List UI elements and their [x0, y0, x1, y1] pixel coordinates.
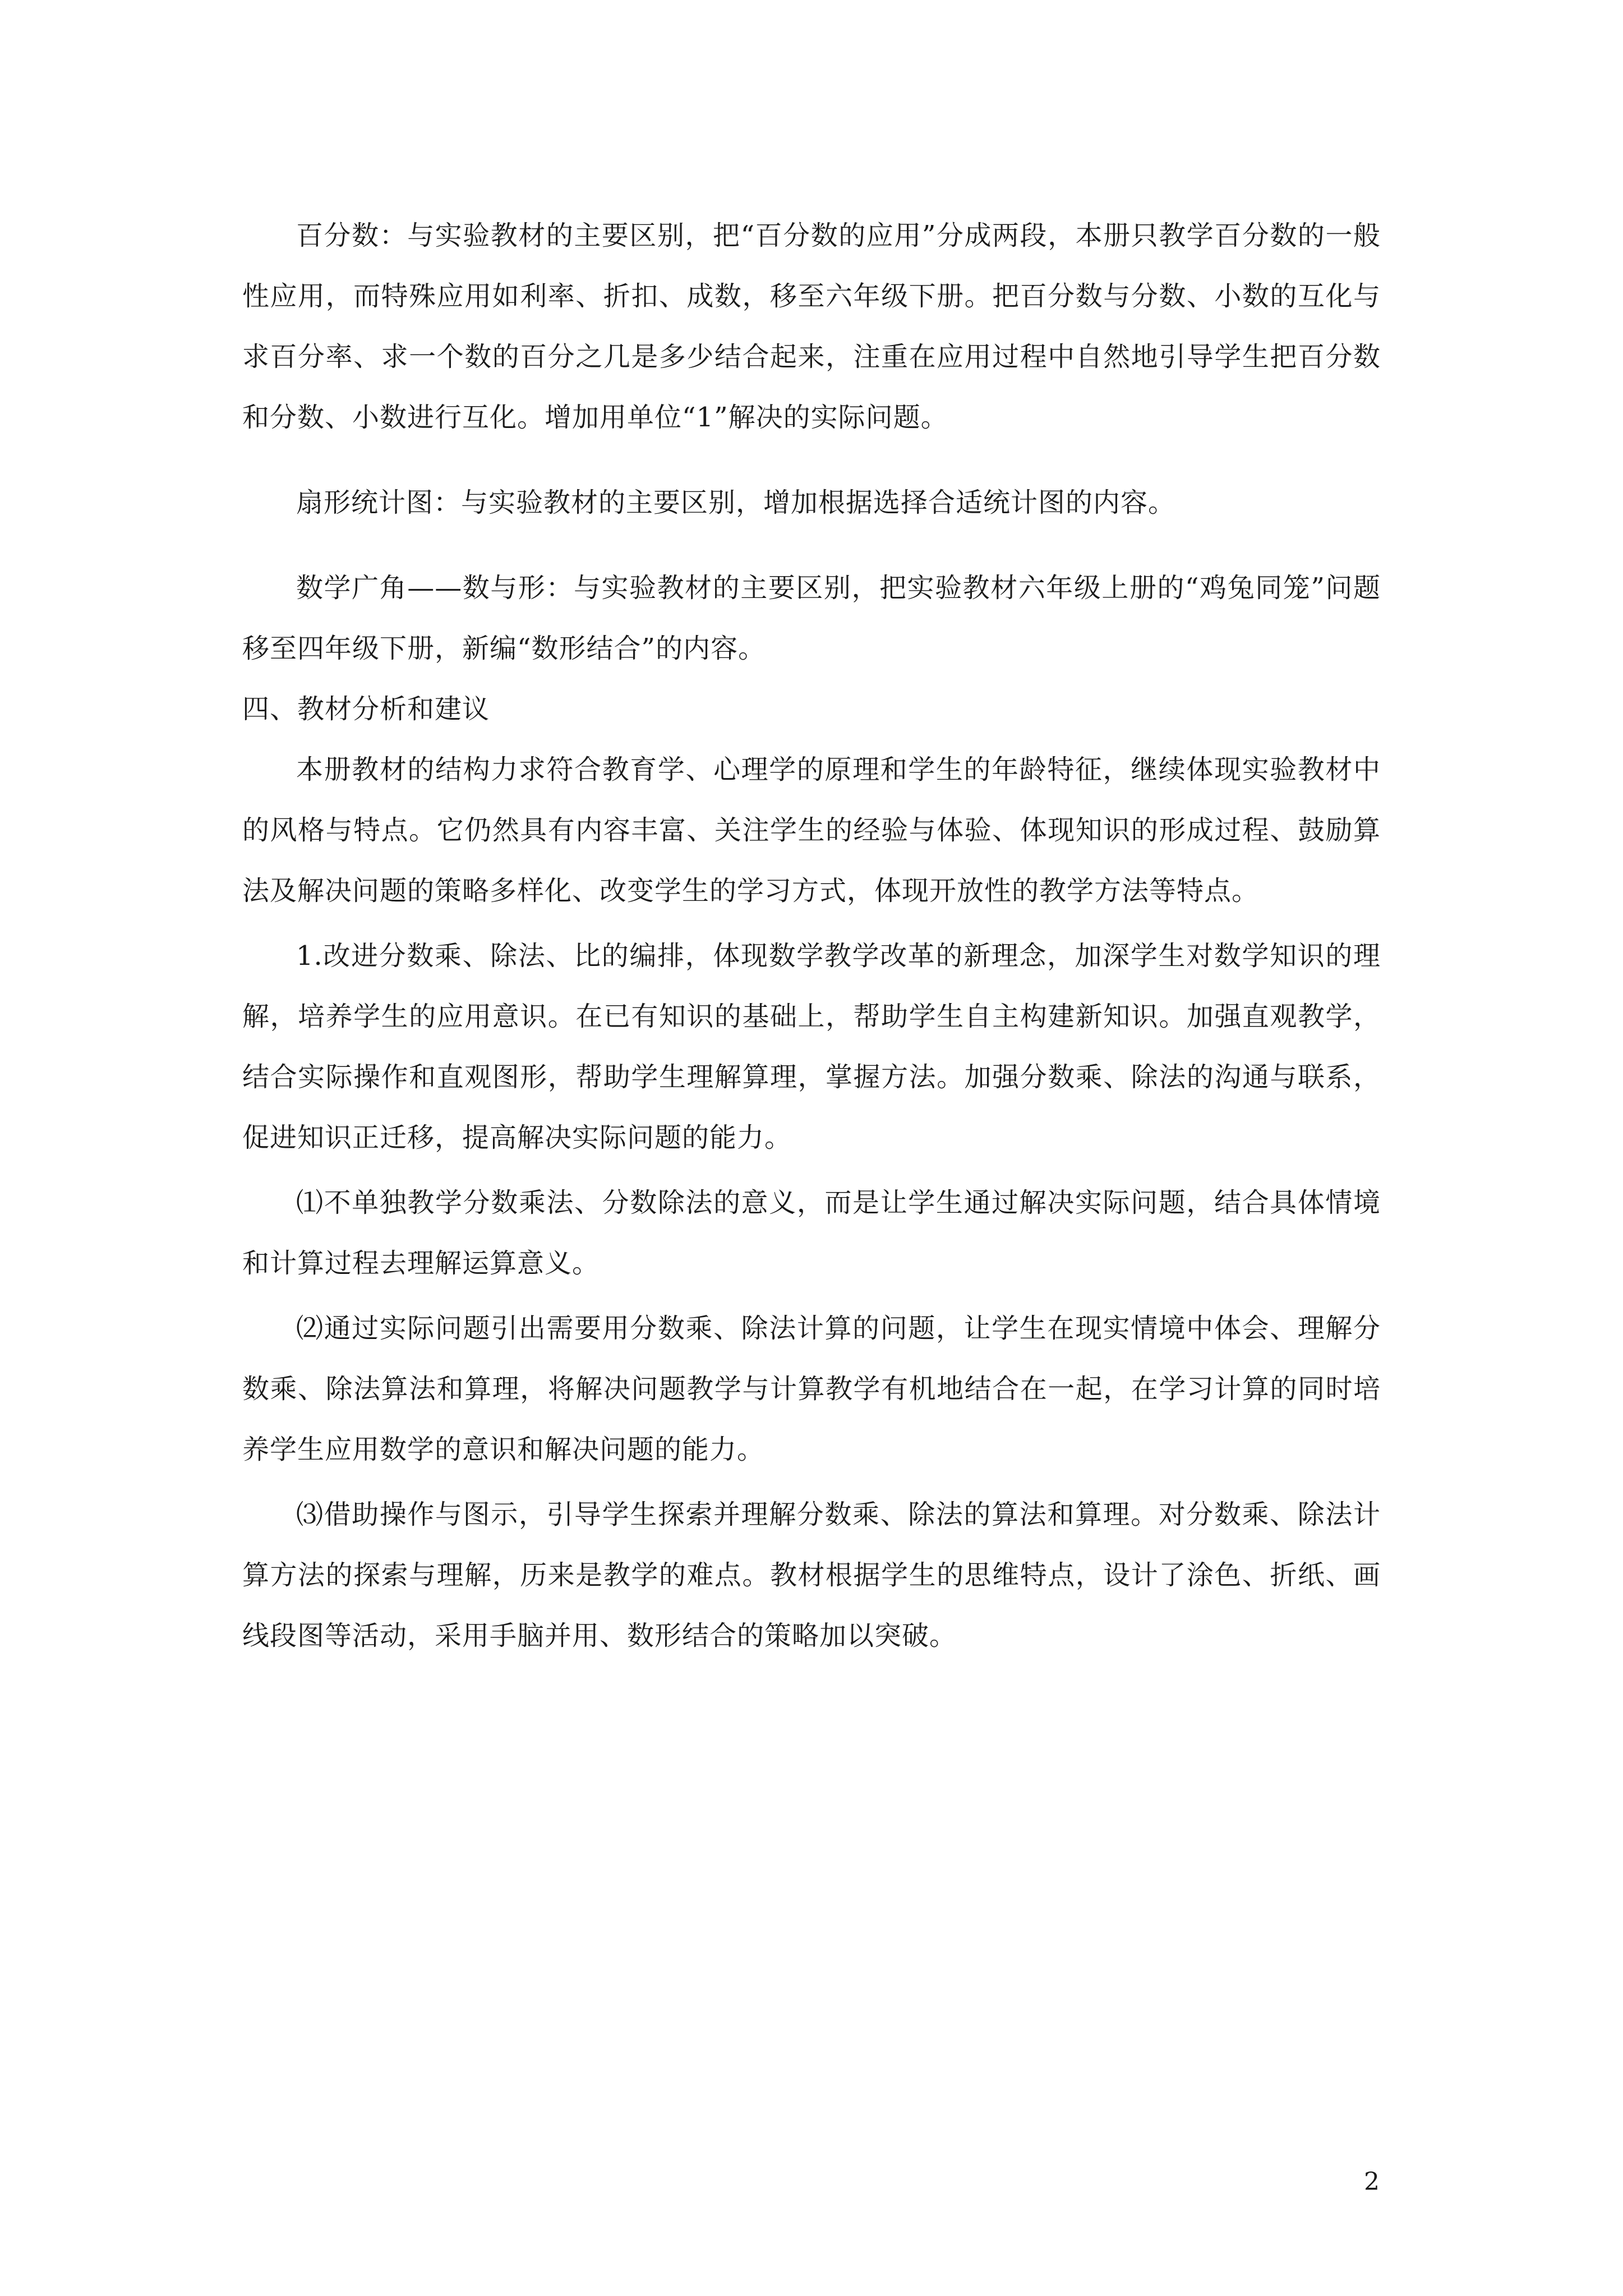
page-number: 2	[1364, 2168, 1380, 2196]
paragraph-point-1-1: ⑴不单独教学分数乘法、分数除法的意义，而是让学生通过解决实际问题，结合具体情境和计算过程去理解运算意义。	[242, 1187, 1381, 1279]
paragraph-point-1-2: ⑵通过实际问题引出需要用分数乘、除法计算的问题，让学生在现实情境中体会、理解分数乘、除法算法和算理，将解决问题教学与计算教学有机地结合在一起，在学习计算的同时培养学生应用数学的意识和解决问题的能力。	[242, 1313, 1381, 1465]
paragraph-point-1-3: ⑶借助操作与图示，引导学生探索并理解分数乘、除法的算法和算理。对分数乘、除法计算方法的探索与理解，历来是教学的难点。教材根据学生的思维特点，设计了涂色、折纸、画线段图等活动，采用手脑并用、数形结合的策略加以突破。	[242, 1499, 1381, 1651]
paragraph-math-corner: 数学广角——数与形：与实验教材的主要区别，把实验教材六年级上册的“鸡兔同笼”问题移至四年级下册，新编“数形结合”的内容。	[242, 572, 1381, 664]
section-heading: 四、教材分析和建议	[242, 693, 490, 725]
paragraph-point-1: 1.改进分数乘、除法、比的编排，体现数学教学改革的新理念，加深学生对数学知识的理解，培养学生的应用意识。在已有知识的基础上，帮助学生自主构建新知识。加强直观教学，结合实际操作和直观图形，帮助学生理解算理，掌握方法。加强分数乘、除法的沟通与联系，促进知识正迁移，提高解决实际问题的能力。	[242, 940, 1381, 1153]
paragraph-percent: 百分数：与实验教材的主要区别，把“百分数的应用”分成两段，本册只教学百分数的一般性应用，而特殊应用如利率、折扣、成数，移至六年级下册。把百分数与分数、小数的互化与求百分率、求一个数的百分之几是多少结合起来，注重在应用过程中自然地引导学生把百分数和分数、小数进行互化。增加用单位“1”解决的实际问题。	[242, 220, 1381, 433]
paragraph-structure: 本册教材的结构力求符合教育学、心理学的原理和学生的年龄特征，继续体现实验教材中的风格与特点。它仍然具有内容丰富、关注学生的经验与体验、体现知识的形成过程、鼓励算法及解决问题的策略多样化、改变学生的学习方式，体现开放性的教学方法等特点。	[242, 754, 1381, 907]
paragraph-pie-chart: 扇形统计图：与实验教材的主要区别，增加根据选择合适统计图的内容。	[296, 487, 1176, 518]
document-body	[242, 205, 1381, 1666]
